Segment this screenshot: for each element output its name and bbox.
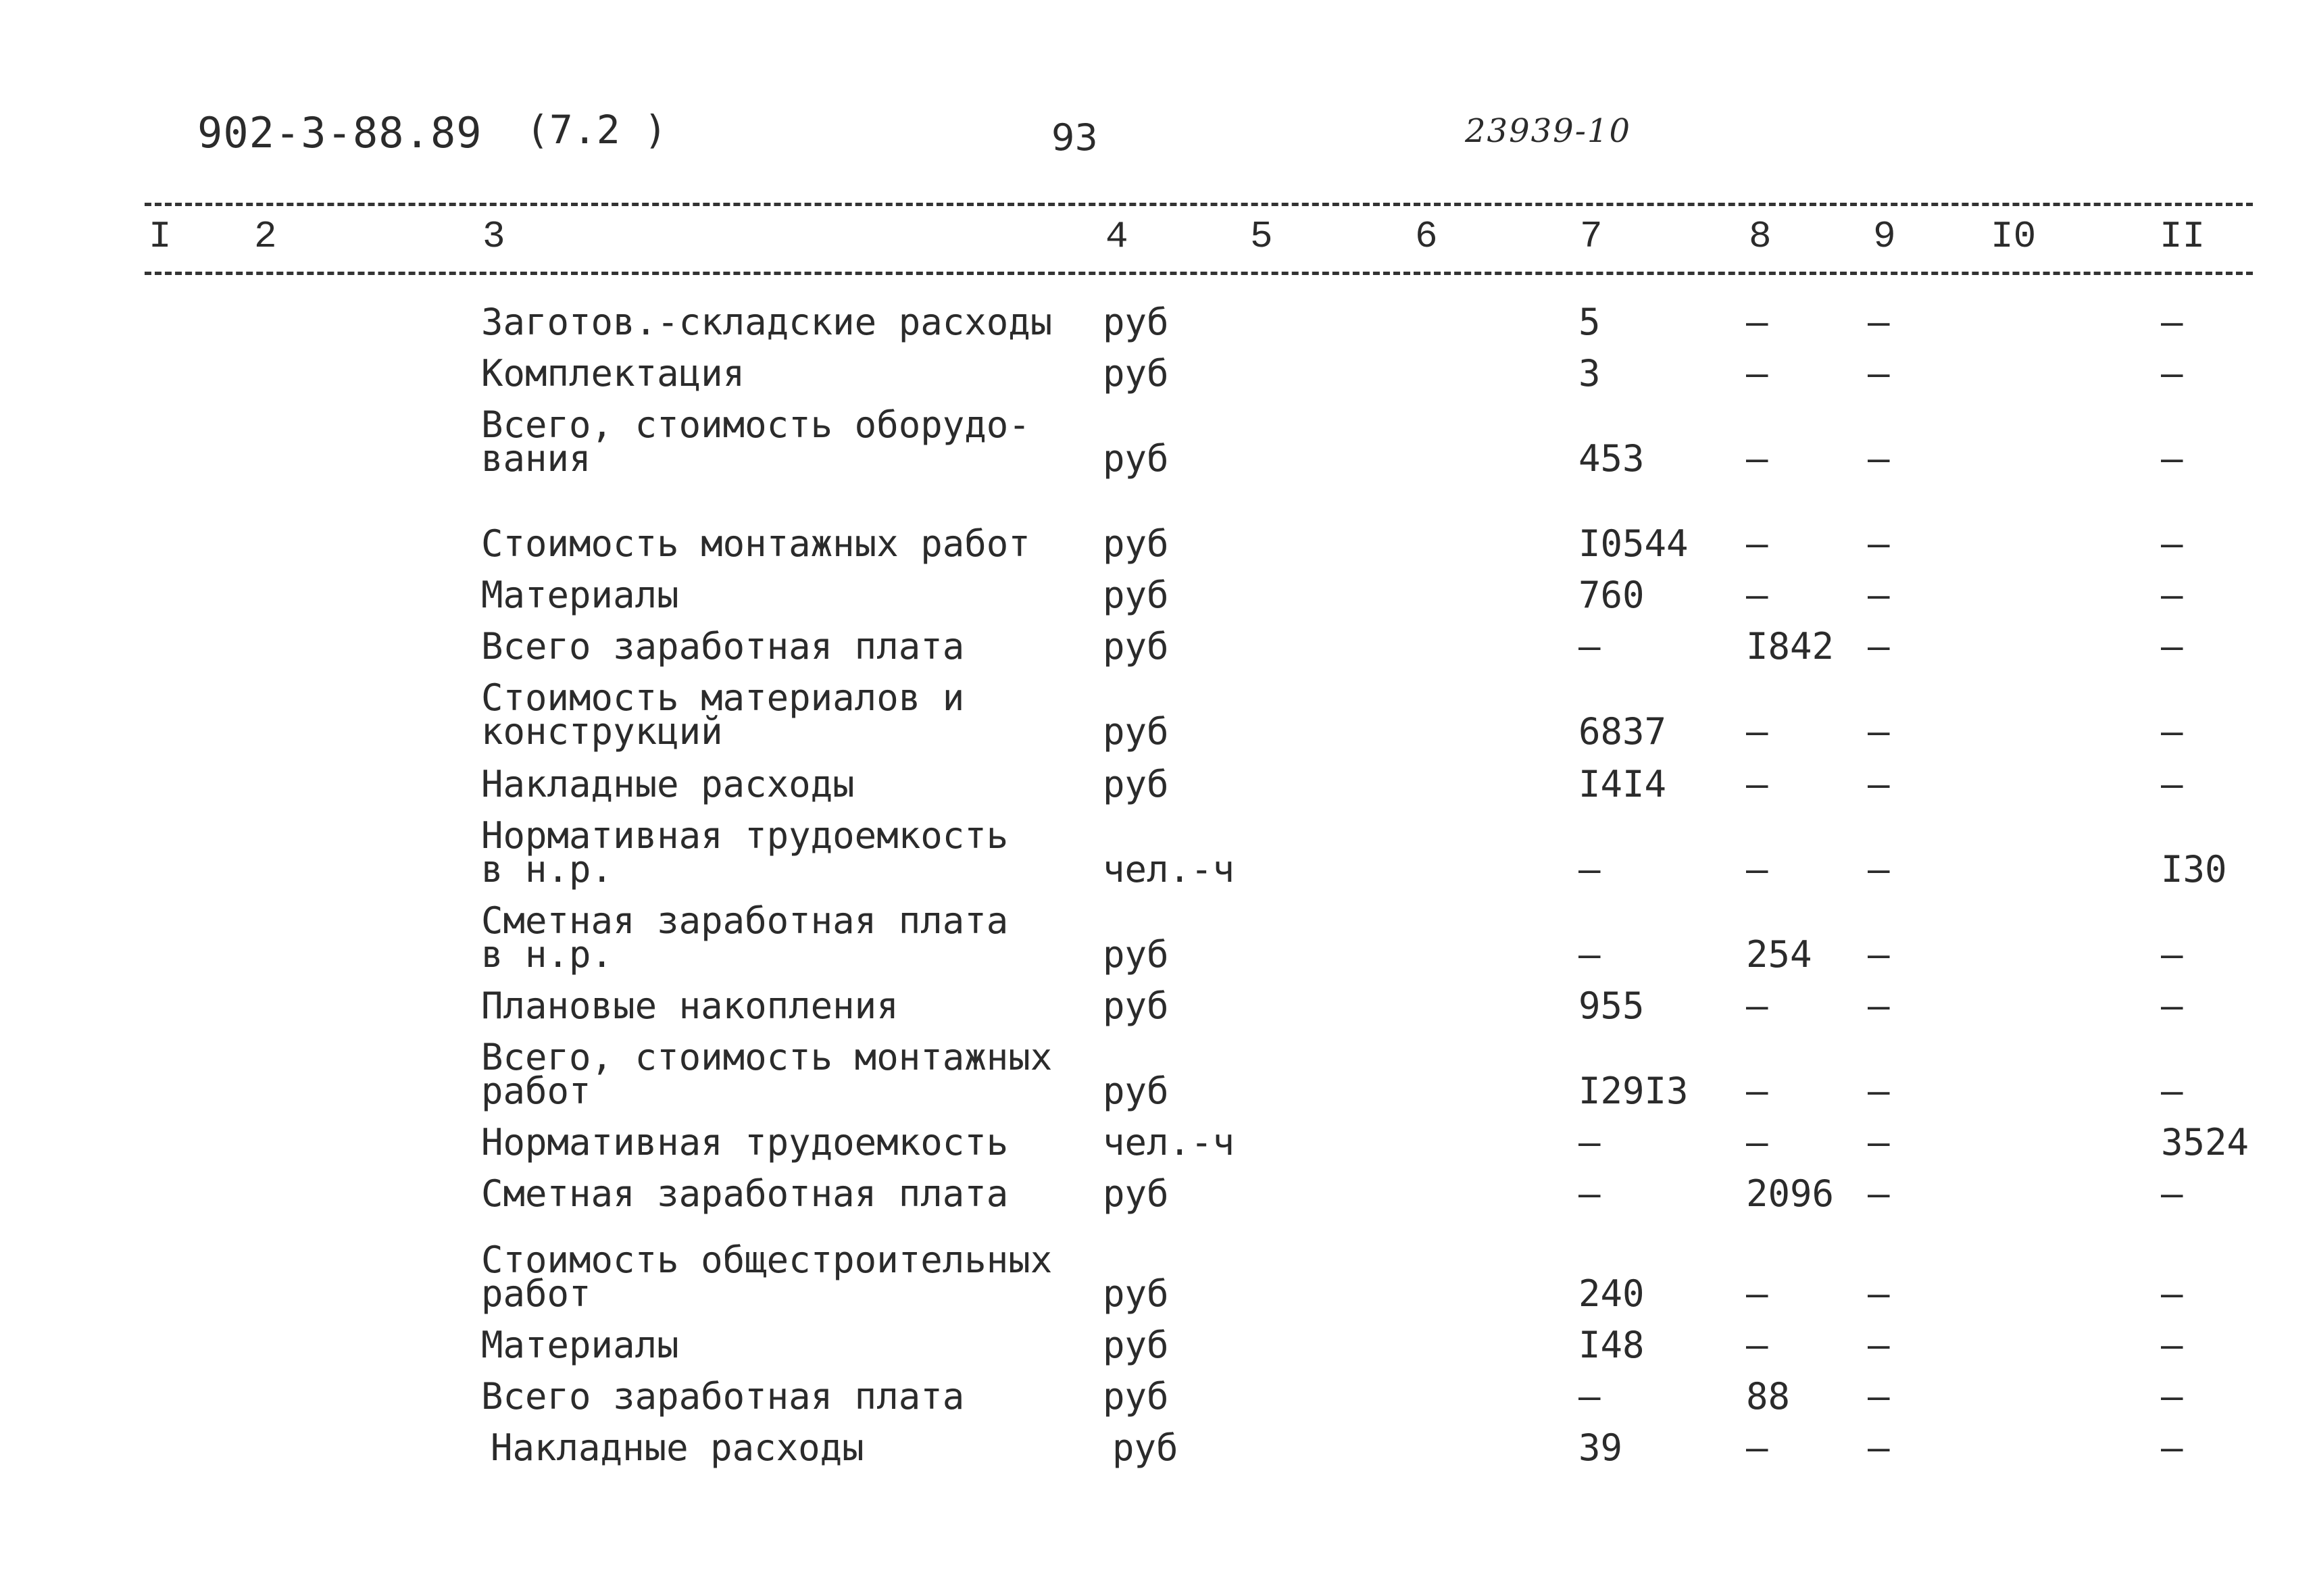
row-unit: руб [1103,933,1169,976]
cell-col-8: – [1746,437,1768,480]
row-unit: чел.-ч [1103,1121,1235,1164]
table-row [0,522,2315,565]
cell-col-11: – [2161,1070,2183,1112]
cell-col-7: I4I4 [1578,763,1667,805]
row-label: Всего заработная плата [481,625,965,668]
column-number-6: 6 [1415,215,1438,258]
cell-col-11: – [2161,301,2183,343]
row-unit: чел.-ч [1103,848,1235,891]
row-label: Стоимость монтажных работ [481,522,1030,565]
cell-col-8: – [1746,352,1768,395]
cell-col-7: 39 [1578,1426,1623,1469]
cell-col-9: – [1868,301,1890,343]
table-row [0,1375,2315,1418]
table-row [0,1121,2315,1164]
cell-col-8: – [1746,522,1768,565]
cell-col-9: – [1868,848,1890,891]
cell-col-11: I30 [2161,848,2227,891]
row-unit: руб [1103,1272,1169,1315]
cell-col-11: – [2161,1375,2183,1418]
cell-col-11: – [2161,1172,2183,1215]
cell-col-11: – [2161,1426,2183,1469]
row-unit: руб [1103,1172,1169,1215]
row-label: Сметная заработная плата [481,1172,1009,1215]
row-unit: руб [1103,301,1169,343]
cell-col-9: – [1868,352,1890,395]
row-unit: руб [1103,710,1169,753]
table-row [0,899,2315,976]
row-unit: руб [1103,1070,1169,1112]
row-label: Всего заработная плата [481,1375,965,1418]
cell-col-7: 3 [1578,352,1601,395]
column-number-9: 9 [1873,215,1896,258]
table-row [0,1426,2315,1469]
page-number: 93 [1051,116,1098,159]
row-unit: руб [1103,437,1169,480]
cell-col-7: I48 [1578,1324,1645,1366]
cell-col-11: 3524 [2161,1121,2249,1164]
cell-col-9: – [1868,1172,1890,1215]
row-label: Всего, стоимость монтажных работ [481,1036,1053,1112]
column-number-2: 2 [254,215,277,258]
cell-col-11: – [2161,1324,2183,1366]
cell-col-8: – [1746,1426,1768,1469]
cell-col-11: – [2161,352,2183,395]
row-label: Нормативная трудоемкость [481,1121,1009,1164]
cell-col-8: – [1746,984,1768,1027]
cell-col-11: – [2161,574,2183,616]
row-label: Накладные расходы [491,1426,864,1469]
cell-col-8: 88 [1746,1375,1791,1418]
cell-col-11: – [2161,763,2183,805]
cell-col-9: – [1868,574,1890,616]
row-label: Материалы [481,574,679,616]
column-number-7: 7 [1580,215,1603,258]
cell-col-9: – [1868,1121,1890,1164]
cell-col-7: – [1578,1172,1601,1215]
cell-col-9: – [1868,1272,1890,1315]
cell-col-9: – [1868,763,1890,805]
table-row [0,1324,2315,1366]
row-label: Стоимость общестроительных работ [481,1239,1053,1315]
table-row [0,814,2315,891]
cell-col-9: – [1868,625,1890,668]
table-row [0,403,2315,480]
cell-col-11: – [2161,984,2183,1027]
row-label: Плановые накопления [481,984,899,1027]
table-row [0,1036,2315,1112]
cell-col-11: – [2161,710,2183,753]
row-label: Стоимость материалов и конструкций [481,676,965,753]
cell-col-7: 6837 [1578,710,1667,753]
row-label: Комплектация [481,352,745,395]
document-code: 902-3-88.89 [197,108,482,157]
column-number-10: I0 [1991,215,2037,258]
table-row [0,984,2315,1027]
column-number-5: 5 [1250,215,1273,258]
cell-col-9: – [1868,1324,1890,1366]
column-number-4: 4 [1105,215,1128,258]
row-label: Материалы [481,1324,679,1366]
table-row [0,676,2315,753]
cell-col-8: – [1746,848,1768,891]
cell-col-8: I842 [1746,625,1835,668]
cell-col-8: – [1746,710,1768,753]
cell-col-11: – [2161,437,2183,480]
cell-col-7: 240 [1578,1272,1645,1315]
row-unit: руб [1103,352,1169,395]
cell-col-8: – [1746,1070,1768,1112]
table-row [0,1239,2315,1315]
cell-col-9: – [1868,984,1890,1027]
cell-col-9: – [1868,1375,1890,1418]
cell-col-9: – [1868,1070,1890,1112]
cell-col-7: I0544 [1578,522,1689,565]
table-row [0,352,2315,395]
column-number-1: I [149,215,172,258]
row-label: Нормативная трудоемкость в н.р. [481,814,1009,891]
header-top-divider [145,203,2253,206]
cell-col-9: – [1868,437,1890,480]
cell-col-9: – [1868,710,1890,753]
column-number-3: 3 [482,215,505,258]
cell-col-8: – [1746,1272,1768,1315]
cell-col-8: – [1746,1324,1768,1366]
cell-col-7: – [1578,625,1601,668]
row-label: Накладные расходы [481,763,855,805]
cell-col-11: – [2161,522,2183,565]
cell-col-8: – [1746,763,1768,805]
document-part: (7.2 ) [526,107,668,153]
row-unit: руб [1103,522,1169,565]
row-label: Всего, стоимость оборудо- вания [481,403,1030,480]
cell-col-7: 760 [1578,574,1645,616]
table-row [0,1172,2315,1215]
cell-col-7: 453 [1578,437,1645,480]
cell-col-7: 5 [1578,301,1601,343]
cell-col-7: – [1578,933,1601,976]
cell-col-11: – [2161,625,2183,668]
cell-col-7: I29I3 [1578,1070,1689,1112]
cell-col-7: – [1578,848,1601,891]
row-unit: руб [1103,1324,1169,1366]
row-unit: руб [1103,574,1169,616]
cell-col-8: – [1746,1121,1768,1164]
column-number-8: 8 [1749,215,1772,258]
row-unit: руб [1103,984,1169,1027]
table-row [0,763,2315,805]
row-unit: руб [1103,1375,1169,1418]
row-unit: руб [1103,625,1169,668]
document-number: 23939-10 [1465,112,1631,150]
cell-col-9: – [1868,522,1890,565]
table-row [0,625,2315,668]
cell-col-7: – [1578,1121,1601,1164]
row-unit: руб [1103,763,1169,805]
cell-col-7: 955 [1578,984,1645,1027]
table-row [0,574,2315,616]
column-number-11: II [2160,215,2206,258]
cell-col-9: – [1868,1426,1890,1469]
cell-col-9: – [1868,933,1890,976]
cell-col-8: – [1746,574,1768,616]
cell-col-11: – [2161,933,2183,976]
cell-col-11: – [2161,1272,2183,1315]
row-label: Заготов.-складские расходы [481,301,1053,343]
cell-col-7: – [1578,1375,1601,1418]
header-bottom-divider [145,272,2253,275]
cell-col-8: – [1746,301,1768,343]
row-unit: руб [1112,1426,1178,1469]
cell-col-8: 254 [1746,933,1812,976]
table-row [0,301,2315,343]
row-label: Сметная заработная плата в н.р. [481,899,1009,976]
cell-col-8: 2096 [1746,1172,1835,1215]
